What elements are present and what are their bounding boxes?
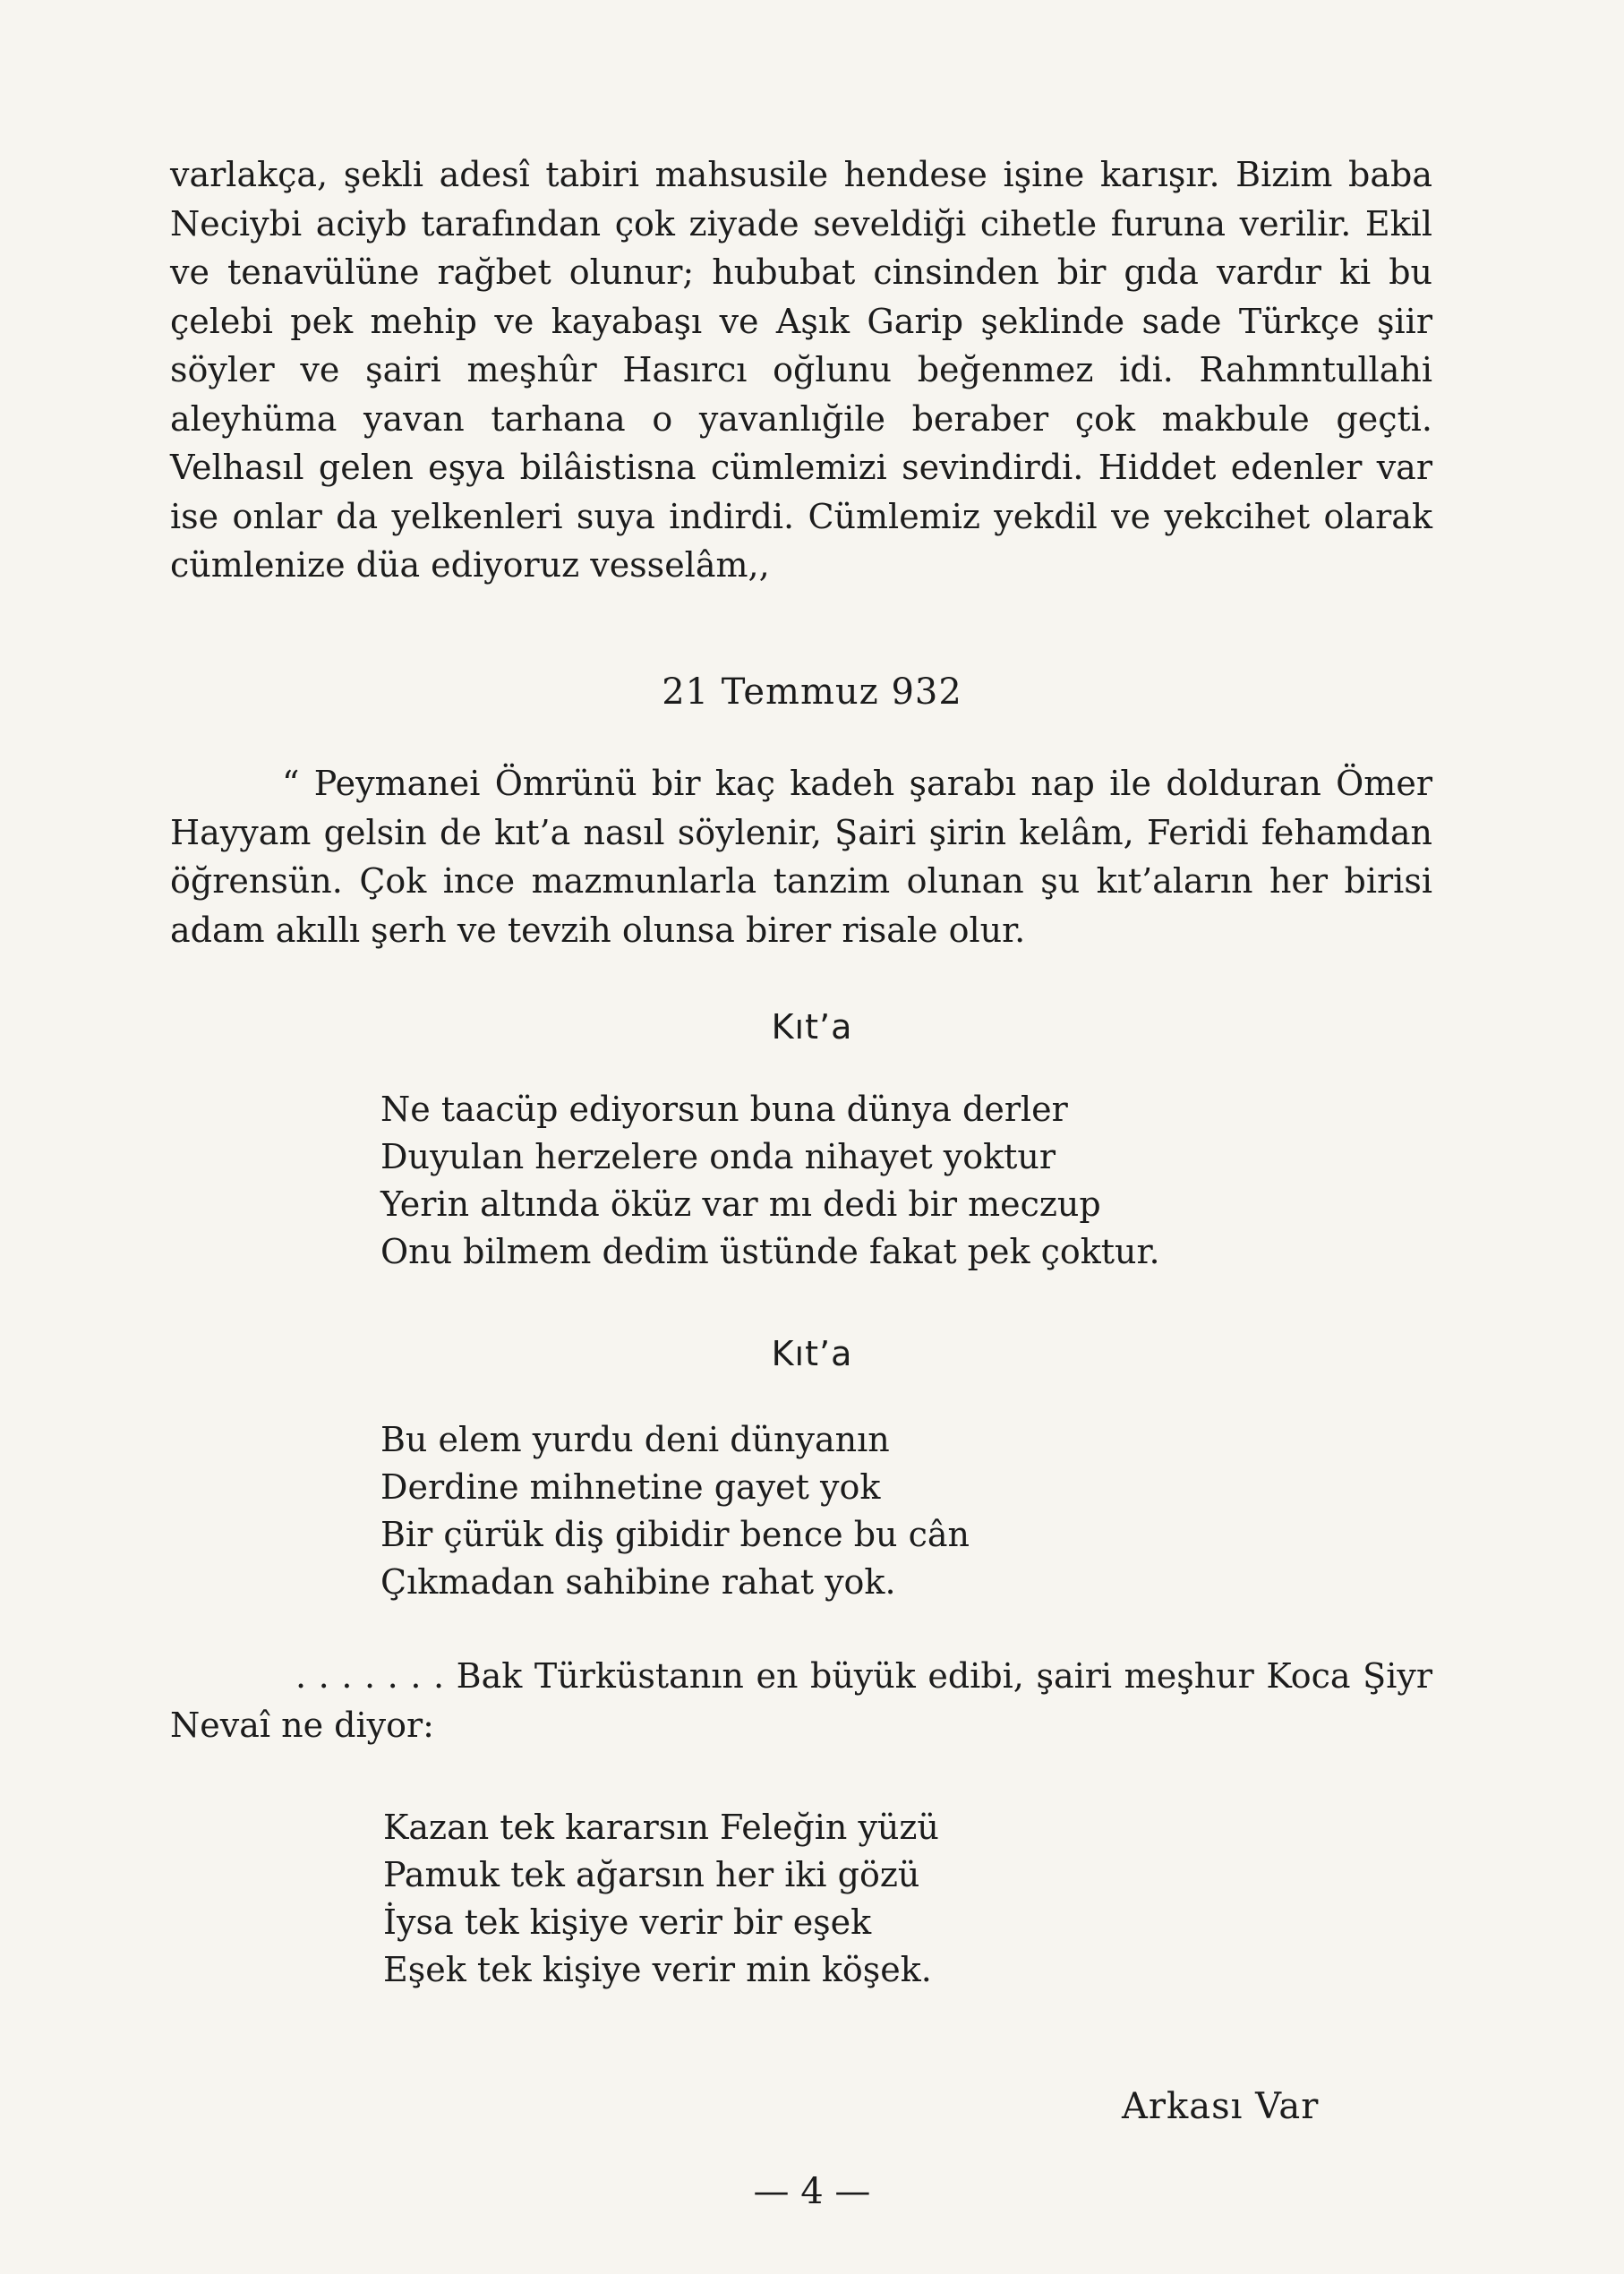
hayyam-paragraph-block [170,759,1432,954]
date-line: 21 Temmuz 932 [662,671,962,713]
intro-paragraph: varlakça, şekli adesî tabiri mahsusile hendese işine karışır. Bizim baba Neciybi aciyb tarafından çok ziyade seveldiği cihetle furuna verilir. Ekil ve tenavülüne rağbet olunur; hububat cinsinden bir gıda vardır ki bu çelebi pek mehip ve kayabaşı ve Aşık Garip şeklinde sade Türkçe şiir söyler ve şairi meşhûr Hasırcı oğlunu beğenmez idi. Rahmntullahi aleyhüma yavan tarhana o yavanlığile beraber çok makbule geçti. Velhasıl gelen eşya bilâistisna cümlemizi sevindirdi. Hiddet edenler var ise onlar da yelkenleri suya indirdi. Cümlemiz yekdil ve yekcihet olarak cümlenize düa ediyoruz vesselâm,, [170,155,1432,585]
page-number: — 4 — [753,2171,871,2212]
nevai-line: Kazan tek kararsın Feleğin yüzü [383,1808,939,1847]
kita1-line: Ne taacüp ediyorsun buna dünya derler [380,1090,1068,1129]
kita1-verse [380,1086,1160,1276]
nevai-line: Pamuk tek ağarsın her iki gözü [383,1855,920,1894]
kita1-line: Duyulan herzelere onda nihayet yoktur [380,1137,1056,1176]
nevai-verse [383,1804,939,1994]
kita2-line: Derdine mihnetine gayet yok [380,1467,881,1507]
nevai-line: Eşek tek kişiye verir min köşek. [383,1950,932,1989]
kita1-line: Onu bilmem dedim üstünde fakat pek çoktur. [380,1232,1160,1271]
nevai-paragraph-block [170,1652,1432,1749]
continued-note: Arkası Var [1122,2086,1320,2127]
hayyam-paragraph: “ Peymanei Ömrünü bir kaç kadeh şarabı nap ile dolduran Ömer Hayyam gelsin de kıt’a nasıl söylenir, Şairi şirin kelâm, Feridi fehamdan öğrensün. Çok ince mazmunlarla tanzim olunan şu kıt’aların her birisi adam akıllı şerh ve tevzih olunsa birer risale olur. [170,764,1432,950]
nevai-paragraph: . . . . . . . Bak Türküstanın en büyük edibi, şairi meşhur Koca Şiyr Nevaî ne diyor: [170,1656,1432,1745]
kita1-title: Kıt’a [771,1007,853,1047]
kita2-verse [380,1416,970,1606]
kita2-line: Bu elem yurdu deni dünyanın [380,1420,890,1459]
kita2-line: Çıkmadan sahibine rahat yok. [380,1562,896,1602]
kita2-line: Bir çürük diş gibidir bence bu cân [380,1515,970,1554]
nevai-line: İysa tek kişiye verir bir eşek [383,1902,872,1942]
intro-paragraph-block [170,150,1432,590]
kita1-line: Yerin altında öküz var mı dedi bir meczup [380,1184,1101,1224]
kita2-title: Kıt’a [771,1334,853,1373]
